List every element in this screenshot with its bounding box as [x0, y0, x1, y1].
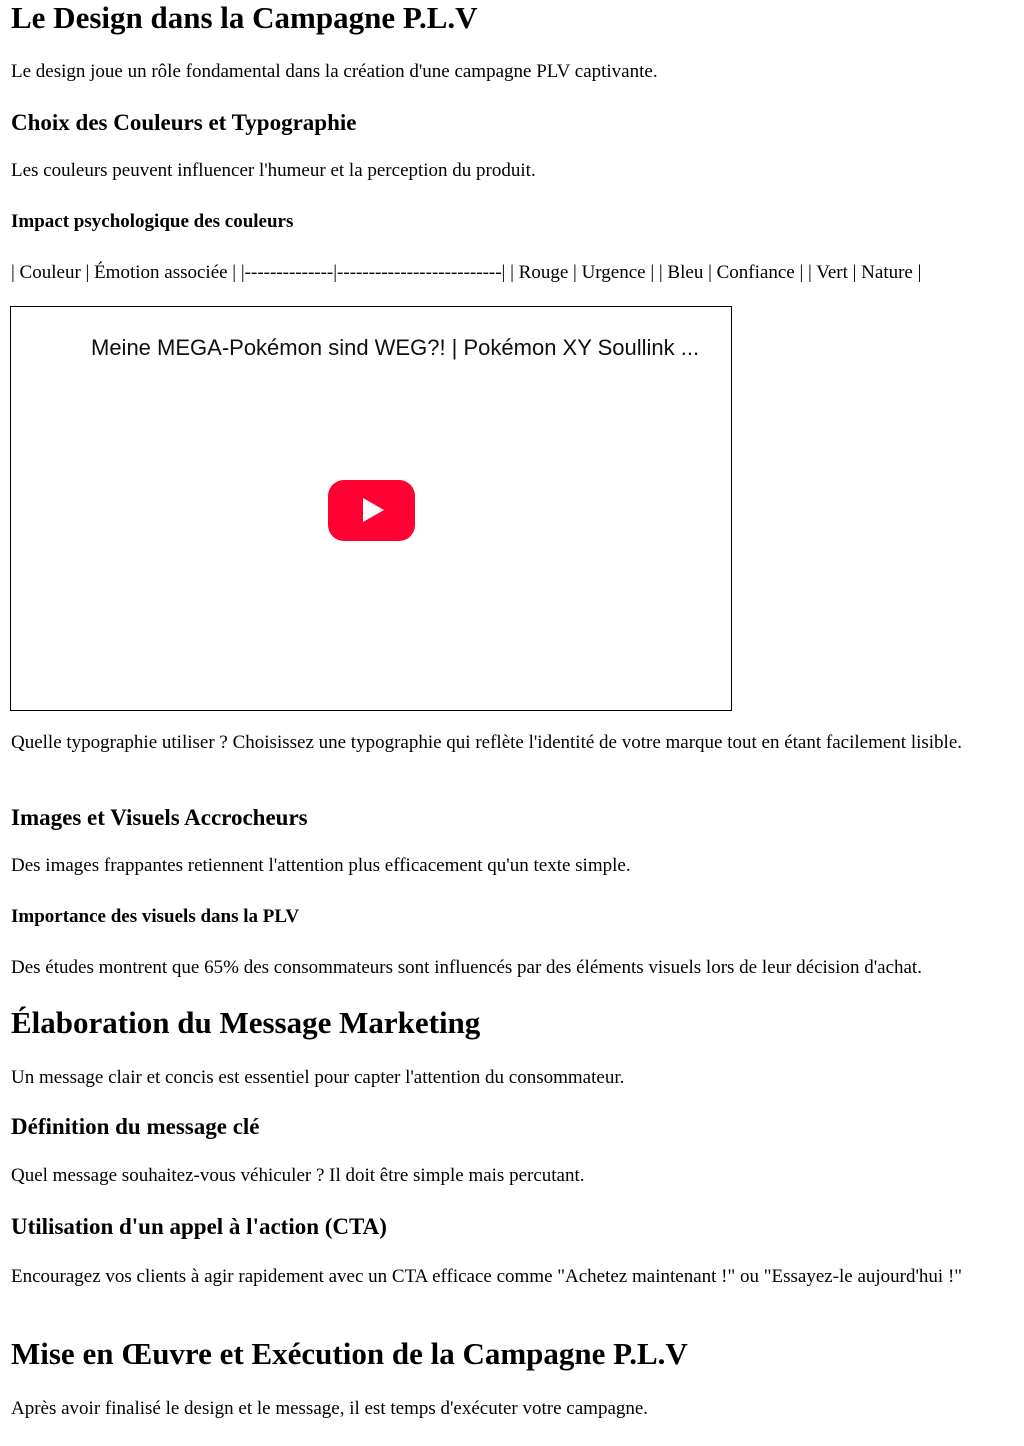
color-table-text: | Couleur | Émotion associée | |--------------|--------------------------| | Rouge | Urgence | | Bleu | Confiance | | Vert | Nature | [11, 262, 922, 283]
youtube-video-embed[interactable] [10, 306, 732, 711]
colors-text: Les couleurs peuvent influencer l'humeur et la perception du produit. [11, 160, 536, 181]
section-message-title: Élaboration du Message Marketing [11, 1005, 481, 1040]
key-message-heading: Définition du message clé [11, 1114, 260, 1139]
images-visuals-heading: Images et Visuels Accrocheurs [11, 805, 308, 830]
images-text: Des images frappantes retiennent l'attention plus efficacement qu'un texte simple. [11, 855, 631, 876]
key-message-text: Quel message souhaitez-vous véhiculer ? Il doit être simple mais percutant. [11, 1165, 585, 1186]
colors-typography-heading: Choix des Couleurs et Typographie [11, 110, 357, 135]
section-design-intro: Le design joue un rôle fondamental dans la création d'une campagne PLV captivante. [11, 61, 658, 82]
section-message-intro: Un message clair et concis est essentiel pour capter l'attention du consommateur. [11, 1067, 625, 1088]
section-execution-title: Mise en Œuvre et Exécution de la Campagne P.L.V [11, 1336, 688, 1371]
color-psychology-heading: Impact psychologique des couleurs [11, 211, 294, 232]
cta-heading: Utilisation d'un appel à l'action (CTA) [11, 1214, 387, 1239]
typography-text: Quelle typographie utiliser ? Choisissez une typographie qui reflète l'identité de votre marque tout en étant facilement lisible. [11, 732, 963, 753]
visuals-importance-heading: Importance des visuels dans la PLV [11, 906, 300, 927]
section-design-title: Le Design dans la Campagne P.L.V [11, 0, 478, 35]
visuals-stat-text: Des études montrent que 65% des consommateurs sont influencés par des éléments visuels lors de leur décision d'achat. [11, 957, 922, 978]
section-execution-intro: Après avoir finalisé le design et le message, il est temps d'exécuter votre campagne. [11, 1398, 649, 1419]
cta-text: Encouragez vos clients à agir rapidement avec un CTA efficace comme "Achetez maintenant !" ou "Essayez-le aujourd'hui !" [11, 1266, 963, 1287]
play-triangle-icon [363, 498, 384, 522]
youtube-play-icon[interactable] [328, 480, 415, 541]
video-title[interactable]: Meine MEGA-Pokémon sind WEG?! | Pokémon XY Soullink ... [91, 335, 700, 360]
